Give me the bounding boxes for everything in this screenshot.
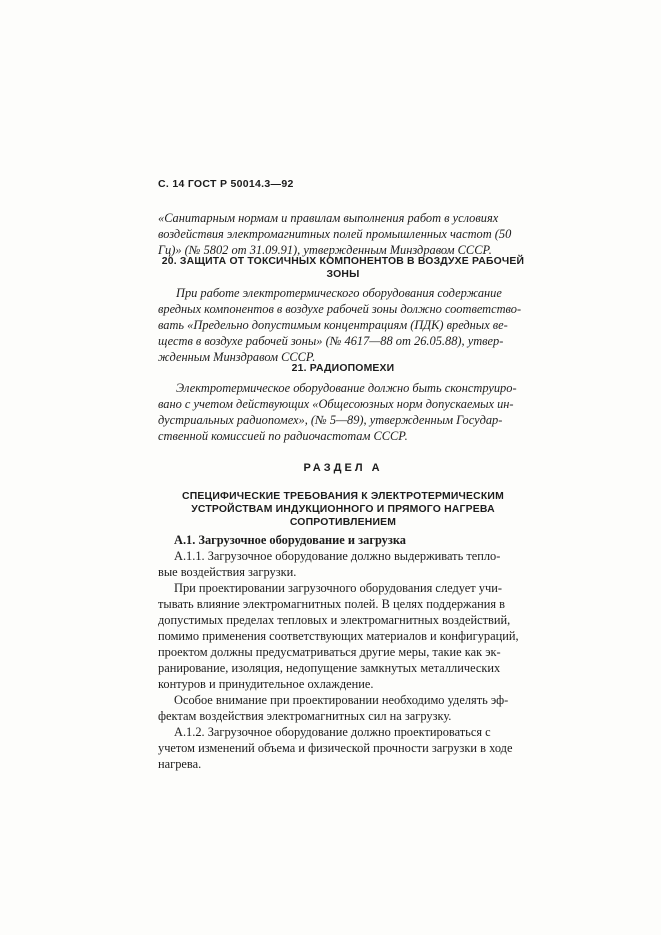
text-line: А.1.1. Загрузочное оборудование должно выдерживать тепло-: [174, 549, 501, 563]
text-line: ственной комиссией по радиочастотам СССР.: [158, 429, 408, 443]
section-20-body: [158, 285, 528, 365]
text-line: вые воздействия загрузки.: [158, 565, 297, 579]
razdel-heading: [158, 490, 528, 529]
text-line: помимо применения соответствующих материалов и конфигураций,: [158, 629, 519, 643]
heading-line: 20. ЗАЩИТА ОТ ТОКСИЧНЫХ КОМПОНЕНТОВ В ВОЗДУХЕ РАБОЧЕЙ: [161, 256, 525, 267]
text-line: Гц)» (№ 5802 от 31.09.91), утвержденным Минздравом СССР.: [158, 243, 492, 257]
text-line: А.1.2. Загрузочное оборудование должно проектироваться с: [174, 725, 491, 739]
text-line: вано с учетом действующих «Общесоюзных норм допускаемых ин-: [158, 397, 514, 411]
text-line: тывать влияние электромагнитных полей. В целях поддержания в: [158, 597, 506, 611]
text-line: При работе электротермического оборудования содержание: [176, 286, 502, 300]
heading-line: СПЕЦИФИЧЕСКИЕ ТРЕБОВАНИЯ К ЭЛЕКТРОТЕРМИЧЕСКИМ: [182, 491, 504, 502]
page-header: С. 14 ГОСТ Р 50014.3—92: [158, 178, 294, 190]
section-a1-subheading: А.1. Загрузочное оборудование и загрузка: [174, 533, 406, 547]
text-line: При проектировании загрузочного оборудования следует учи-: [174, 581, 502, 595]
section-21-body: [158, 380, 528, 444]
text-line: вредных компонентов в воздухе рабочей зоны должно соответство-: [158, 302, 522, 316]
text-line: дустриальных радиопомех», (№ 5—89), утвержденным Государ-: [158, 413, 503, 427]
heading-line: ЗОНЫ: [326, 269, 360, 280]
text-line: Электротермическое оборудование должно быть сконструиро-: [176, 381, 517, 395]
text-line: ществ в воздухе рабочей зоны» (№ 4617—88 от 26.05.88), утвер-: [158, 334, 504, 348]
text-line: Особое внимание при проектировании необходимо уделять эф-: [174, 693, 509, 707]
text-line: вать «Предельно допустимым концентрациям (ПДК) вредных ве-: [158, 318, 508, 332]
heading-line: СОПРОТИВЛЕНИЕМ: [289, 517, 397, 528]
text-line: фектам воздействия электромагнитных сил на загрузку.: [158, 709, 452, 723]
intro-paragraph: [158, 210, 528, 258]
section-20-heading: [158, 255, 528, 281]
text-line: жденным Минздравом СССР.: [158, 350, 316, 364]
text-line: проектом должны предусматриваться другие меры, такие как эк-: [158, 645, 501, 659]
section-a1: [158, 532, 528, 772]
heading-line: УСТРОЙСТВАМ ИНДУКЦИОННОГО И ПРЯМОГО НАГРЕВА: [191, 504, 495, 515]
razdel-title: РАЗДЕЛ А: [303, 462, 383, 474]
text-line: воздействия электромагнитных полей промышленных частот (50: [158, 227, 512, 241]
text-line: допустимых пределах тепловых и электромагнитных воздействий,: [158, 613, 511, 627]
text-line: ранирование, изоляция, недопущение замкнутых металлических: [158, 661, 501, 675]
text-line: нагрева.: [158, 757, 202, 771]
text-line: «Санитарным нормам и правилам выполнения работ в условиях: [158, 211, 499, 225]
section-21-heading: 21. РАДИОПОМЕХИ: [291, 363, 395, 374]
text-line: учетом изменений объема и физической прочности загрузки в ходе: [158, 741, 513, 755]
text-line: контуров и принудительное охлаждение.: [158, 677, 374, 691]
